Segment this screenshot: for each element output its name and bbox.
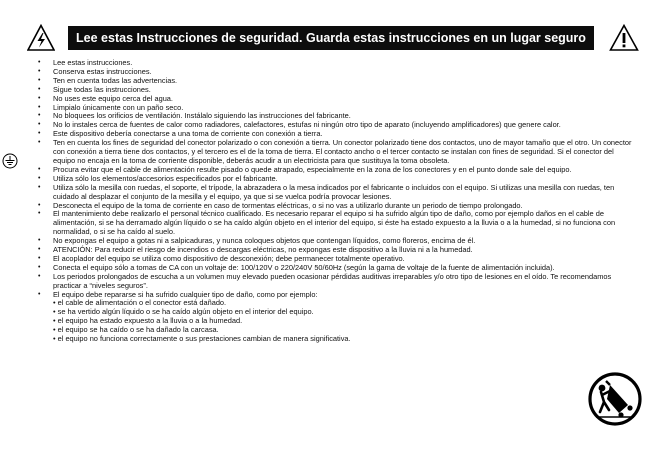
damage-example-item: • el cable de alimentación o el conector está dañado. [53, 298, 227, 308]
list-item: • El mantenimiento debe realizarlo el personal técnico cualificado. Es necesario reparar el equipo si ha sufrido algún tipo de daño, como por ejemplo daños en el cable de alimentación, si se ha derramado algún líquido o se ha caído algún objeto en el interior del equipo, si éste ha estado expuesto a la lluvia o a la humedad, si no funciona con normalidad, o si se ha caído al suelo. [37, 210, 637, 237]
title-banner [68, 26, 594, 50]
list-item: • No lo instales cerca de fuentes de calor como radiadores, calefactores, estufas ni ningún otro tipo de aparato (incluyendo amplificadores) que genere calor. [37, 121, 637, 130]
list-item: • Ten en cuenta todas las advertencias. [37, 77, 637, 86]
ground-symbol-icon [2, 153, 18, 169]
list-item: • Limpialo únicamente con un paño seco. [37, 104, 637, 113]
list-item: • Ten en cuenta los fines de seguridad del conector polarizado o con conexión a tierra. Un conector polarizado tiene dos contactos, uno de mayor tamaño que el otro. Un conector con conexión a tierra tiene dos contactos, y el tercero es el de la toma de tierra. El contacto ancho o el tercer contacto se instalan con fines de seguridad. Si el conector del equipo no encaja en la toma de corriente disponible, deberás acudir a un electricista para que sustituya la toma obsoleta. [37, 139, 637, 166]
list-item: • No bloquees los orificios de ventilación. Instálalo siguiendo las instrucciones del fabricante. [37, 112, 637, 121]
list-item: • El acoplador del equipo se utiliza como dispositivo de desconexión; debe permanecer totalmente operativo. [37, 255, 637, 264]
list-item: • Conserva estas instrucciones. [37, 68, 637, 77]
header [0, 22, 662, 62]
list-item: • Lee estas instrucciones. [37, 59, 637, 68]
list-item: • Este dispositivo debería conectarse a una toma de corriente con conexión a tierra. [37, 130, 637, 139]
list-item: • El equipo debe repararse si ha sufrido cualquier tipo de daño, como por ejemplo: [37, 291, 637, 300]
list-item: • No uses este equipo cerca del agua. [37, 95, 637, 104]
damage-example-item: • el equipo ha estado expuesto a la lluvia o a la humedad. [53, 316, 243, 326]
safety-instructions-list [37, 59, 637, 344]
damage-example-item: • el equipo no funciona correctamente o sus prestaciones cambian de manera significativa. [53, 334, 351, 344]
list-item: • No expongas el equipo a gotas ni a salpicaduras, y nunca coloques objetos que contengan líquidos, como floreros, encima de él. [37, 237, 637, 246]
list-item: • Desconecta el equipo de la toma de corriente en caso de tormentas eléctricas, o si no vas a utilizarlo durante un periodo de tiempo prolongado. [37, 202, 637, 211]
page-title: Lee estas Instrucciones de seguridad. Guarda estas instrucciones en un lugar seguro [76, 31, 586, 45]
lightning-warning-icon [27, 24, 55, 52]
list-item: • ATENCIÓN: Para reducir el riesgo de incendios o descargas eléctricas, no expongas este dispositivo a la lluvia ni a la humedad. [37, 246, 637, 255]
damage-example-item: • se ha vertido algún líquido o se ha caído algún objeto en el interior del equipo. [53, 307, 314, 317]
list-item: • Sigue todas las instrucciones. [37, 86, 637, 95]
cart-tip-over-warning-icon [588, 372, 642, 426]
list-item: • Procura evitar que el cable de alimentación resulte pisado o quede atrapado, especialmente en la zona de los conectores y en el punto donde sale del equipo. [37, 166, 637, 175]
exclamation-warning-icon [609, 24, 639, 52]
list-item: • Utiliza sólo los elementos/accesorios especificados por el fabricante. [37, 175, 637, 184]
list-item: • Los periodos prolongados de escucha a un volumen muy elevado pueden ocasionar pérdidas auditivas irreparables y/o otro tipo de lesiones en el oído. Te recomendamos practicar a “niveles seguros”. [37, 273, 637, 291]
damage-example-item: • el equipo se ha caído o se ha dañado la carcasa. [53, 325, 219, 335]
list-item: • Utiliza sólo la mesilla con ruedas, el soporte, el trípode, la abrazadera o la mesa indicados por el fabricante o incluidos con el equipo. Si utilizas una mesilla con ruedas, ten cuidado al desplazar el conjunto de la mesilla y el equipo, ya que si se vuelca podría provocar lesiones. [37, 184, 637, 202]
list-item: • Conecta el equipo sólo a tomas de CA con un voltaje de: 100/120V o 220/240V 50/60Hz (según la gama de voltaje de la fuente de alimentación incluida). [37, 264, 637, 273]
